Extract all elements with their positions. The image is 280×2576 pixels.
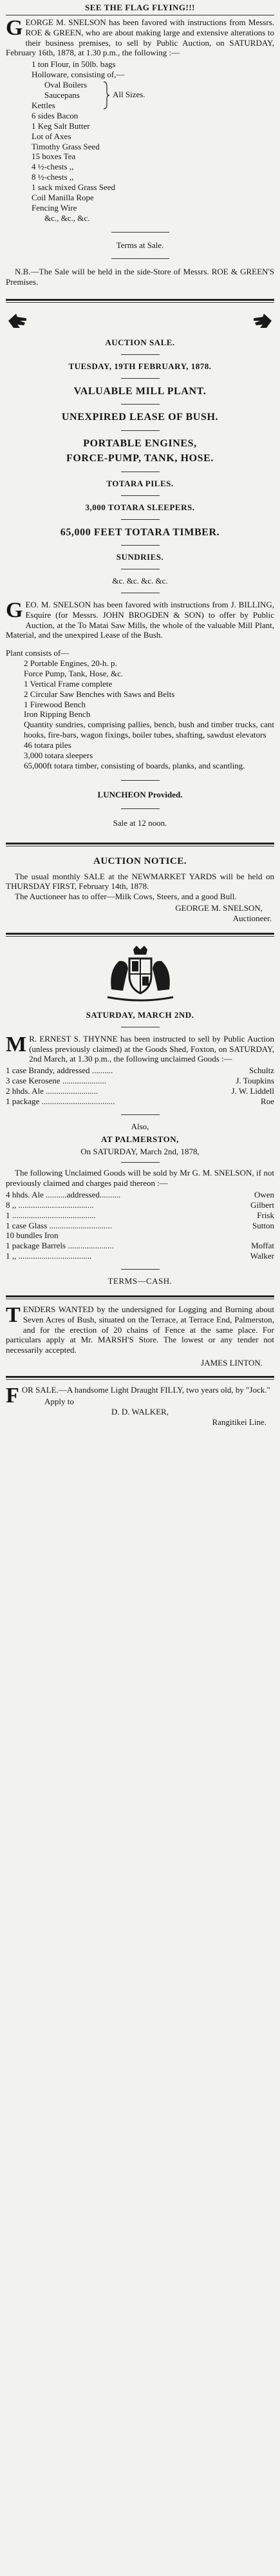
ad2-plant-intro: Plant consists of— (6, 648, 70, 658)
brace-group (6, 80, 274, 111)
list-item: 46 totara piles (24, 739, 71, 750)
ad-roe-green (6, 17, 274, 287)
ad4-at-palmerston: AT PALMERSTON, (101, 1134, 179, 1144)
ad2-etc: &c. &c. &c. &c. (112, 575, 168, 586)
list-item: Iron Ripping Bench (24, 709, 91, 720)
table-row: 1 ........................................ Frisk (6, 1210, 274, 1220)
divider (6, 936, 274, 937)
list-item: 1 Keg Salt Butter (32, 120, 90, 131)
goods-qty: 1 (6, 1210, 10, 1220)
ad4-goods-list (6, 1065, 274, 1106)
ad2-plant-heading: VALUABLE MILL PLANT. (73, 385, 207, 397)
drop-cap: F (6, 1384, 19, 1408)
list-item: &c., &c., &c. (44, 213, 90, 223)
divider (6, 299, 274, 301)
list-item: 2 Portable Engines, 20-h. p. (24, 658, 117, 669)
divider (111, 258, 169, 259)
goods-qty: 1 package (6, 1096, 40, 1106)
goods-name: Schultz (249, 1065, 274, 1076)
ad5-signature: JAMES LINTON. (201, 1358, 263, 1368)
ad6-body: OR SALE.—A handsome Light Draught FILLY, two years old, by "Jock." (21, 1385, 270, 1395)
ad1-intro: EORGE M. SNELSON has been favored with instructions from Messrs. ROE & GREEN, who are about making large and extensive alterations to their business premises, to sell by Public Auction, on SATURDAY, February 16th, 1878, at 1.30 p.m., the following :— (6, 17, 274, 58)
list-item: Holloware, consisting of,— (32, 70, 125, 80)
ad4-intro: R. ERNEST S. THYNNE has been instructed to sell by Public Auction (unless previously claimed) at the Goods Shed, Foxton, on SATURDAY, 2nd March, at 1.30 p.m., the following unclaimed Goods :— (29, 1033, 274, 1064)
pointing-hand-icon (251, 312, 273, 330)
goods-name: Gilbert (250, 1199, 274, 1210)
goods-desc: bundles Iron (16, 1230, 59, 1241)
ad6-apply: Apply to (44, 1396, 74, 1406)
ad2-intro: EO. M. SNELSON has been favored with instructions from J. BILLING, Esquire (for Messrs. JOHN BROGDEN & SON) to offer by Public Auction, at the To Matai Saw Mills, the whole of the valuable Mill Plant, Material, and the unexpired Lease of the Bush. (6, 599, 274, 640)
table-row: 2 hhds. Ale ......................... J. W. Liddell (6, 1086, 274, 1096)
ad2-sale-time: Sale at 12 noon. (113, 818, 167, 828)
ad2-piles: TOTARA PILES. (106, 478, 174, 488)
goods-name: Frisk (257, 1210, 274, 1220)
ad-tenders-wanted (6, 1304, 274, 1368)
goods-desc: package Barrels (12, 1241, 66, 1251)
divider (121, 378, 160, 379)
list-item: 65,000ft totara timber, consisting of boards, planks, and scantling. (24, 760, 245, 770)
divider (121, 1114, 160, 1115)
table-row: 1 case Brandy, addressed .......... Schultz (6, 1065, 274, 1076)
goods-name: J. W. Liddell (231, 1086, 274, 1096)
goods-name: Moffat (251, 1241, 274, 1251)
drop-cap: M (6, 1032, 27, 1056)
list-item: Coil Manilla Rope (32, 192, 94, 202)
ad2-plant-list (6, 658, 274, 770)
ad1-item-list (6, 59, 274, 223)
ad4-palm-intro: The following Unclaimed Goods will be sold by Mr G. M. SNELSON, if not previously claimed and charges paid thereon :— (6, 1168, 274, 1188)
ad6-name: D. D. WALKER, (111, 1406, 169, 1417)
ad2-sleepers: 3,000 TOTARA SLEEPERS. (85, 502, 195, 512)
list-item: 6 sides Bacon (32, 111, 79, 121)
ad2-sundries: SUNDRIES. (116, 552, 164, 562)
goods-desc: ,, (12, 1251, 17, 1261)
goods-name: Owen (254, 1190, 274, 1200)
drop-cap: G (6, 598, 23, 622)
list-item: 1 Vertical Frame complete (24, 678, 113, 689)
ad2-heading: AUCTION SALE. (105, 338, 175, 348)
divider (6, 1376, 274, 1378)
ad-for-sale-filly (6, 1385, 274, 1427)
goods-desc: Kerosene (28, 1076, 61, 1086)
list-item: 2 Circular Saw Benches with Saws and Belts (24, 689, 175, 699)
divider (121, 430, 160, 431)
ad2-engines-line1: PORTABLE ENGINES, (83, 437, 197, 449)
ad4-palm-goods-list (6, 1190, 274, 1261)
goods-qty: 3 case (6, 1076, 27, 1086)
ad-mill-plant (6, 338, 274, 828)
drop-cap: T (6, 1302, 21, 1327)
divider (121, 1269, 160, 1270)
divider (121, 495, 160, 496)
table-row: 1 ,, ................................... Walker (6, 1251, 274, 1261)
brace-icon (102, 81, 110, 110)
ad4-palm-date: On SATURDAY, March 2nd, 1878, (80, 1147, 200, 1157)
list-item: Force Pump, Tank, Hose, &c. (24, 668, 124, 678)
goods-qty: 2 hhds. (6, 1086, 30, 1096)
goods-name: Roe (261, 1096, 274, 1106)
divider (6, 302, 274, 303)
divider (6, 843, 274, 844)
ad4-also: Also, (131, 1121, 149, 1131)
table-row: 1 case Glass .............................. Sutton (6, 1220, 274, 1230)
list-item: 1 ton Flour, in 50lb. bags (32, 59, 116, 70)
goods-desc: Ale (32, 1086, 44, 1096)
divider (121, 780, 160, 781)
ad4-terms: TERMS—CASH. (107, 1276, 173, 1286)
divider (121, 808, 160, 809)
ad2-lease-heading: UNEXPIRED LEASE OF BUSH. (61, 412, 219, 423)
royal-crest-icon (105, 944, 176, 1004)
list-item: Quantity sundries, comprising pallies, bench, bush and timber trucks, cant hooks, fire-bars, wagon fixings, boiler tubes, shafting, sawdust elevators (24, 720, 274, 740)
ad-auction-notice (6, 855, 274, 924)
list-item: Kettles (32, 100, 55, 110)
goods-qty: 1 case (6, 1065, 27, 1076)
divider (121, 545, 160, 546)
pointing-hand-icon (7, 312, 29, 330)
divider (121, 1162, 160, 1163)
goods-qty: 1 case (6, 1220, 27, 1230)
ad-unclaimed-goods (6, 1010, 274, 1286)
list-item: 3,000 totara sleepers (24, 750, 93, 760)
list-item: Lot of Axes (32, 131, 71, 141)
table-row (6, 1230, 274, 1241)
ad6-place: Rangitikei Line. (212, 1417, 266, 1427)
flag-header: SEE THE FLAG FLYING!!! (84, 3, 195, 12)
goods-qty: 1 (6, 1251, 10, 1261)
goods-desc: Glass (28, 1220, 48, 1230)
goods-desc: ,, (12, 1199, 17, 1210)
list-item: Saucepans (44, 90, 80, 100)
divider (121, 354, 160, 355)
ad1-nb: N.B.—The Sale will be held in the side-Store of Messrs. ROE & GREEN'S Premises. (6, 267, 274, 287)
ad5-body: ENDERS WANTED by the undersigned for Logging and Burning about Seven Acres of Bush, situated on the Terrace, at Terrace End, Palmerston, and for the erection of 20 chains of Fence at the same place. For particulars apply at Mr. MARSH'S Store. The lowest or any tender not necessarily accepted. (6, 1304, 274, 1355)
divider (111, 232, 169, 233)
ad3-heading: AUCTION NOTICE. (93, 856, 187, 867)
brace-label: All Sizes. (113, 90, 145, 100)
ad2-timber: 65,000 FEET TOTARA TIMBER. (60, 526, 220, 538)
list-item: 15 boxes Tea (32, 151, 76, 162)
ad3-body: The usual monthly SALE at the NEWMARKET YARDS will be held on THURSDAY FIRST, February 14th, 1878. (6, 871, 274, 892)
goods-name: Sutton (252, 1220, 274, 1230)
goods-desc: Ale (32, 1190, 44, 1200)
divider (121, 519, 160, 520)
goods-qty: 4 hhds. (6, 1190, 30, 1200)
drop-cap: G (6, 15, 23, 40)
ad3-body2: The Auctioneer has to offer—Milk Cows, Steers, and a good Bull. (15, 892, 237, 902)
goods-desc: Brandy, addressed (28, 1065, 90, 1076)
ad1-terms: Terms at Sale. (116, 240, 164, 251)
goods-qty: 10 (6, 1230, 14, 1241)
table-row: 1 package Barrels ...................... Moffat (6, 1241, 274, 1251)
table-row: 1 package ................................... Roe (6, 1096, 274, 1106)
list-item: Oval Boilers (44, 80, 88, 90)
list-item: 8 ½-chests ,, (32, 172, 74, 182)
ad2-luncheon: LUNCHEON Provided. (97, 789, 183, 799)
goods-qty: 1 (6, 1241, 10, 1251)
goods-qty: 8 (6, 1199, 10, 1210)
hands-row (6, 312, 274, 330)
table-row: 8 ,, .................................... Gilbert (6, 1199, 274, 1210)
table-row: 4 hhds. Ale ..........addressed.......... Owen (6, 1190, 274, 1200)
ad4-date: SATURDAY, MARCH 2ND. (86, 1009, 194, 1020)
list-item: Fencing Wire (32, 202, 77, 213)
divider (121, 404, 160, 405)
goods-name: Walker (250, 1251, 274, 1261)
ad3-signature: GEORGE M. SNELSON, (175, 903, 263, 913)
table-row: 3 case Kerosene ..................... J. Toupkins (6, 1076, 274, 1086)
ad2-date: TUESDAY, 19TH FEBRUARY, 1878. (68, 361, 212, 371)
list-item: 1 Firewood Bench (24, 699, 86, 709)
list-item: 4 ½-chests ,, (32, 162, 74, 172)
goods-name: J. Toupkins (236, 1076, 274, 1086)
ad2-engines-line2: FORCE-PUMP, TANK, HOSE. (66, 453, 214, 464)
list-item: 1 sack mixed Grass Seed (32, 182, 115, 193)
list-item: Timothy Grass Seed (32, 141, 100, 151)
divider (6, 1295, 274, 1297)
divider (6, 933, 274, 935)
divider (6, 1379, 274, 1380)
ad3-signature-title: Auctioneer. (232, 913, 272, 923)
